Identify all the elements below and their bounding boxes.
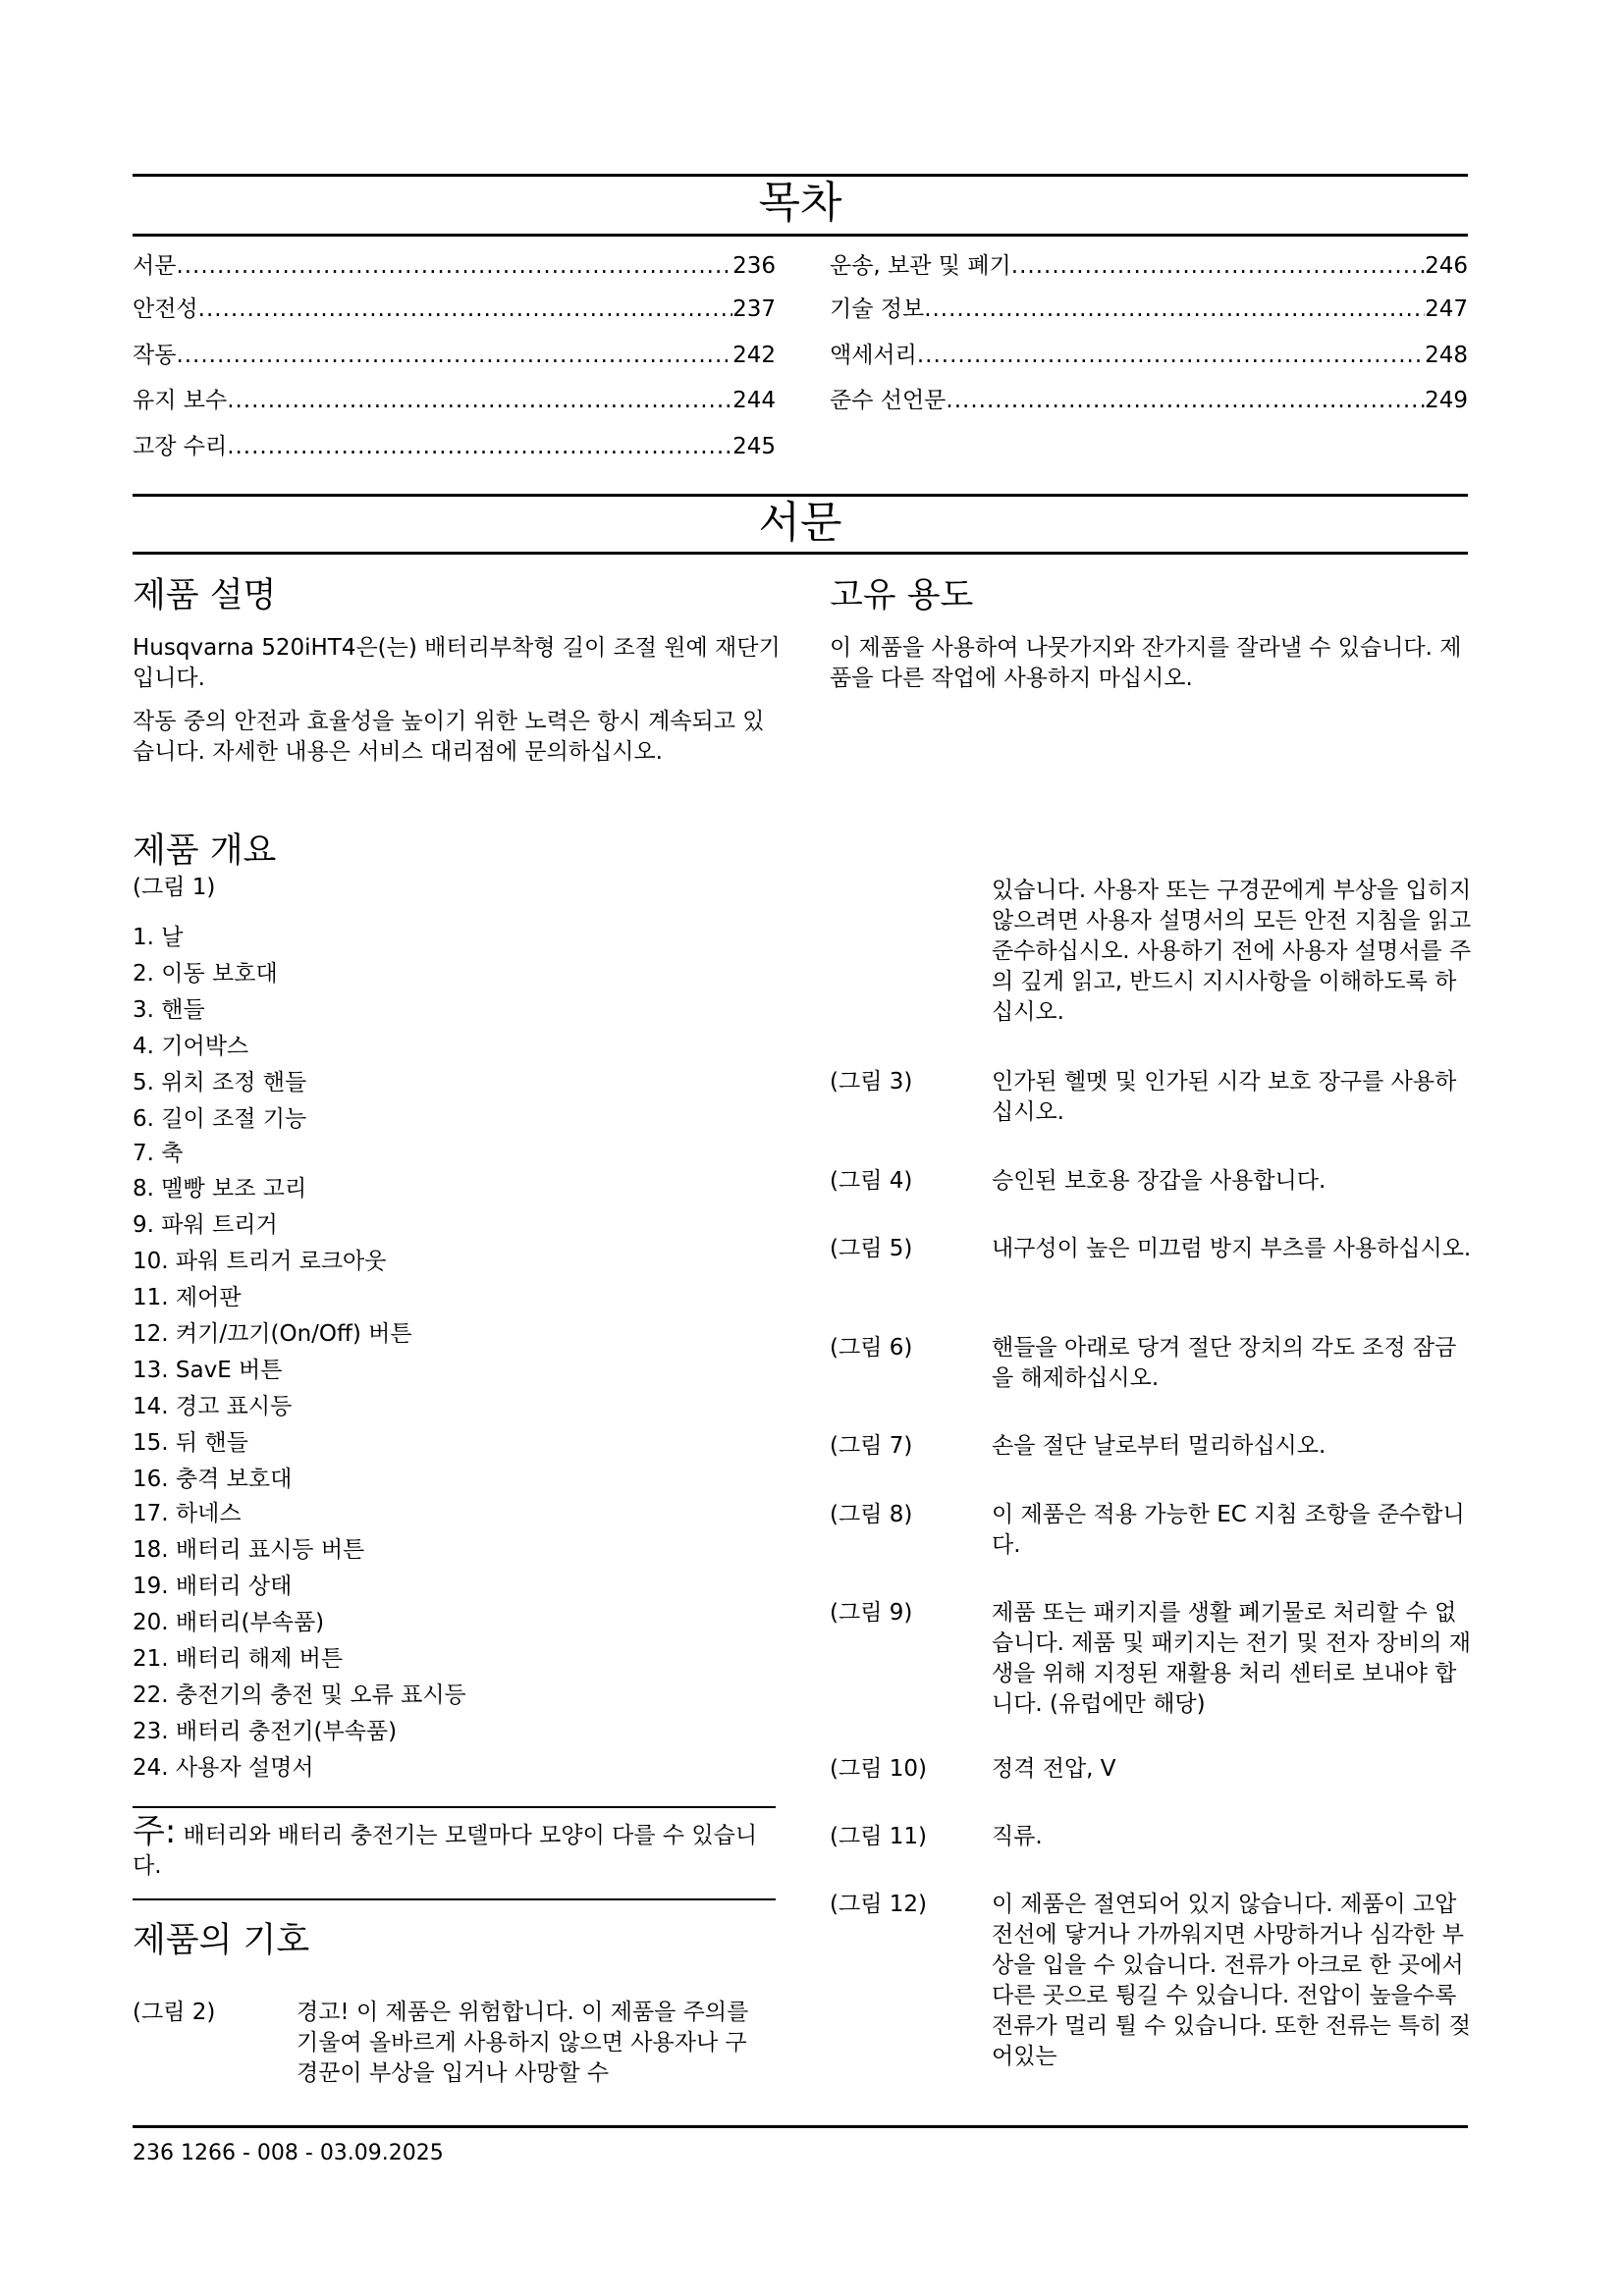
footer-rule: [133, 2125, 1468, 2128]
section-bottom-rule: [133, 552, 1468, 555]
toc-entry-accessories[interactable]: [830, 341, 1468, 370]
toc-entry-operation[interactable]: [133, 341, 776, 370]
figure-6-text: 핸들을 아래로 당겨 절단 장치의 각도 조정 잠금을 해제하십시오.: [992, 1335, 1457, 1391]
overview-item: 20. 배터리(부속품): [133, 1610, 325, 1635]
overview-item: 3. 핸들: [133, 997, 205, 1023]
figure-10-text: 정격 전압, V: [992, 1756, 1116, 1782]
note-label: 주:: [133, 1812, 177, 1851]
figure-9-text: 제품 또는 패키지를 생활 폐기물로 처리할 수 없습니다. 제품 및 패키지는 전기 및 전자 장비의 재생을 위해 지정된 재활용 처리 센터로 보내야 합니다. (유럽에만 해당): [992, 1600, 1471, 1717]
overview-item: 6. 길이 조절 기능: [133, 1106, 307, 1132]
toc-entry-page: 244: [732, 388, 776, 413]
toc-entry-label: 서문: [133, 253, 177, 279]
intended-use-heading: 고유 용도: [830, 576, 974, 615]
toc-entry-page: 237: [732, 296, 776, 322]
toc-entry-safety[interactable]: [133, 294, 776, 324]
footer-page-info: 236 1266 - 008 - 03.09.2025: [133, 2141, 444, 2165]
section-title: 서문: [758, 498, 842, 548]
note: [133, 1812, 776, 1882]
figure-12-text: 이 제품은 절연되어 있지 않습니다. 제품이 고압 전선에 닿거나 가까워지면 사망하거나 심각한 부상을 입을 수 있습니다. 전류가 아크로 한 곳에서 다른 곳으로 튕길 수 있습니다. 전압이 높을수록 전류가 멀리 튈 수 있습니다. 또한 전류는 특히 젖어있는: [992, 1892, 1471, 2069]
note-bottom-rule: [133, 1898, 776, 1900]
figure-12-label: (그림 12): [830, 1892, 927, 1917]
figure-7-text: 손을 절단 날로부터 멀리하십시오.: [992, 1433, 1326, 1459]
toc-entry-technical-data[interactable]: [830, 294, 1468, 324]
overview-item: 9. 파워 트리거: [133, 1212, 278, 1238]
overview-item: 15. 뒤 핸들: [133, 1430, 248, 1456]
figure-10-label: (그림 10): [830, 1756, 927, 1782]
figure-4-text: 승인된 보호용 장갑을 사용합니다.: [992, 1168, 1326, 1194]
toc-entry-label: 운송, 보관 및 폐기: [830, 253, 1011, 279]
figure-3-label: (그림 3): [830, 1069, 913, 1095]
toc-entry-maintenance[interactable]: [133, 386, 776, 415]
toc-entry-label: 준수 선언문: [830, 388, 947, 413]
toc-entry-page: 249: [1425, 388, 1468, 413]
overview-item: 21. 배터리 해제 버튼: [133, 1646, 344, 1672]
overview-item: 12. 켜기/끄기(On/Off) 버튼: [133, 1321, 412, 1347]
toc-entry-intro[interactable]: [133, 251, 776, 281]
figure-11-label: (그림 11): [830, 1824, 927, 1849]
overview-item: 11. 제어판: [133, 1285, 242, 1310]
figure-2-continued: 있습니다. 사용자 또는 구경꾼에게 부상을 입히지 않으려면 사용자 설명서의 모든 안전 지침을 읽고 준수하십시오. 사용하기 전에 사용자 설명서를 주의 깊게 읽고, 반드시 지시사항을 이해하도록 하십시오.: [992, 878, 1472, 1025]
overview-item: 2. 이동 보호대: [133, 961, 278, 987]
figure-2-label: (그림 2): [133, 2000, 216, 2025]
overview-item: 1. 날: [133, 925, 184, 950]
overview-item: 10. 파워 트리거 로크아웃: [133, 1249, 387, 1274]
toc-entry-page: 236: [732, 253, 776, 279]
intended-use-para: 이 제품을 사용하여 나뭇가지와 잔가지를 잘라낼 수 있습니다. 제품을 다른 작업에 사용하지 마십시오.: [830, 635, 1462, 691]
toc-entry-transport[interactable]: [830, 251, 1468, 281]
toc-entry-label: 안전성: [133, 296, 198, 322]
toc-entry-page: 246: [1425, 253, 1468, 279]
toc-entry-page: 242: [732, 343, 776, 368]
toc-entry-page: 248: [1425, 343, 1468, 368]
overview-item: 18. 배터리 표시등 버튼: [133, 1537, 365, 1563]
toc-entry-page: 247: [1425, 296, 1468, 322]
figure-7-label: (그림 7): [830, 1433, 913, 1459]
overview-item: 5. 위치 조정 핸들: [133, 1070, 307, 1095]
toc-bottom-rule: [133, 234, 1468, 237]
product-description-para1: Husqvarna 520iHT4은(는) 배터리부착형 길이 조절 원예 재단기입니다.: [133, 635, 781, 691]
overview-item: 17. 하네스: [133, 1501, 242, 1526]
overview-item: 22. 충전기의 충전 및 오류 표시등: [133, 1682, 466, 1708]
figure-6-label: (그림 6): [830, 1335, 913, 1361]
figure-5-label: (그림 5): [830, 1236, 913, 1261]
note-text: 배터리와 배터리 충전기는 모델마다 모양이 다를 수 있습니다.: [133, 1823, 758, 1879]
overview-item: 24. 사용자 설명서: [133, 1755, 314, 1781]
toc-title: 목차: [758, 178, 842, 228]
figure-4-label: (그림 4): [830, 1168, 913, 1194]
overview-item: 14. 경고 표시등: [133, 1394, 293, 1419]
overview-item: 16. 충격 보호대: [133, 1467, 293, 1492]
product-overview-figure-ref: (그림 1): [133, 875, 216, 900]
overview-item: 8. 멜빵 보조 고리: [133, 1176, 307, 1201]
overview-item: 4. 기어박스: [133, 1034, 249, 1059]
toc-entry-label: 고장 수리: [133, 434, 228, 459]
overview-item: 23. 배터리 충전기(부속품): [133, 1719, 398, 1744]
figure-3-text: 인가된 헬멧 및 인가된 시각 보호 장구를 사용하십시오.: [992, 1069, 1457, 1125]
toc-entry-label: 유지 보수: [133, 388, 228, 413]
figure-11-text: 직류.: [992, 1824, 1043, 1849]
toc-entry-declaration[interactable]: [830, 386, 1468, 415]
figure-5-text: 내구성이 높은 미끄럼 방지 부츠를 사용하십시오.: [992, 1236, 1472, 1261]
figure-9-label: (그림 9): [830, 1600, 913, 1626]
overview-item: 19. 배터리 상태: [133, 1574, 293, 1599]
toc-entry-troubleshooting[interactable]: [133, 432, 776, 461]
toc-entry-label: 작동: [133, 343, 177, 368]
product-overview-heading: 제품 개요: [133, 831, 277, 871]
toc-entry-label: 액세서리: [830, 343, 917, 368]
symbols-heading: 제품의 기호: [133, 1921, 310, 1960]
overview-item: 13. SavE 버튼: [133, 1358, 283, 1383]
figure-8-label: (그림 8): [830, 1502, 913, 1527]
figure-8-text: 이 제품은 적용 가능한 EC 지침 조항을 준수합니다.: [992, 1502, 1465, 1558]
toc-entry-label: 기술 정보: [830, 296, 925, 322]
toc-entry-page: 245: [732, 434, 776, 459]
note-top-rule: [133, 1806, 776, 1808]
overview-item: 7. 축: [133, 1141, 184, 1166]
product-description-para2: 작동 중의 안전과 효율성을 높이기 위한 노력은 항시 계속되고 있습니다. 자세한 내용은 서비스 대리점에 문의하십시오.: [133, 709, 765, 765]
product-description-heading: 제품 설명: [133, 576, 277, 615]
figure-2-text: 경고! 이 제품은 위험합니다. 이 제품을 주의를 기울여 올바르게 사용하지 않으면 사용자나 구경꾼이 부상을 입거나 사망할 수: [297, 2000, 749, 2086]
